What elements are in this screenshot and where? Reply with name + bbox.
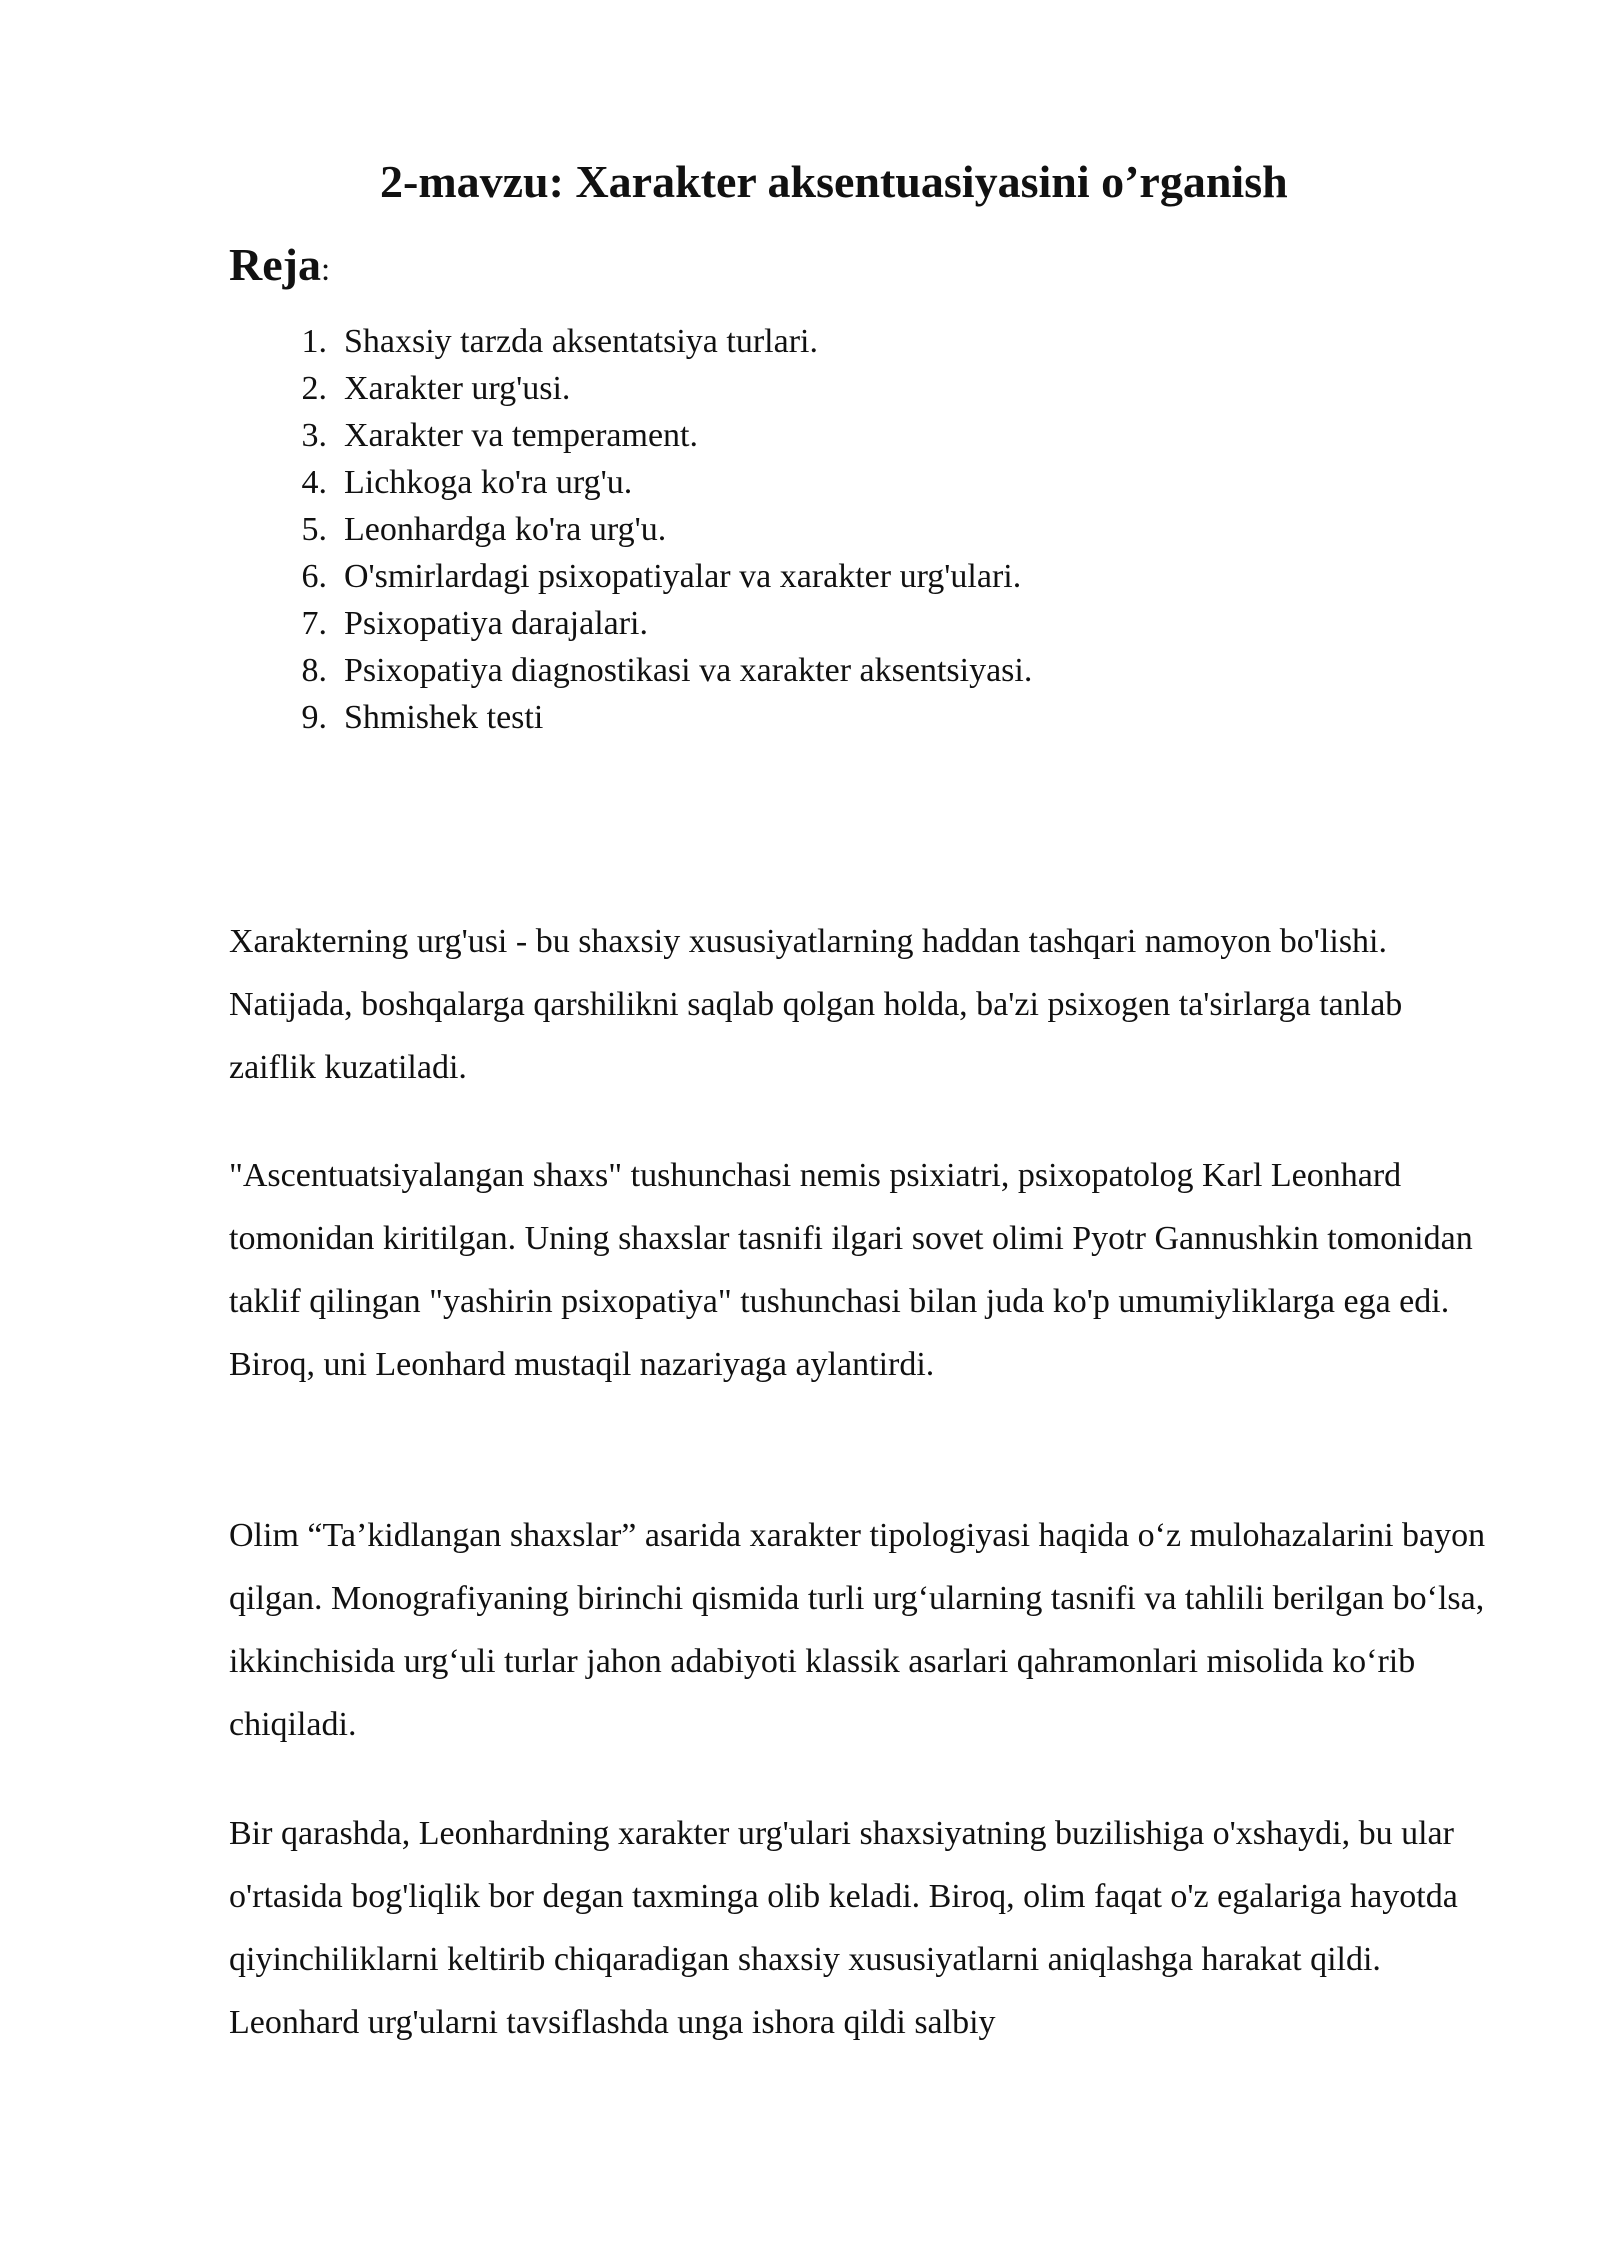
plan-item-number: 6. — [301, 558, 327, 595]
plan-item-number: 5. — [301, 511, 327, 548]
plan-item — [270, 600, 1032, 647]
body-paragraph: Bir qarashda, Leonhardning xarakter urg'ulari shaxsiyatning buzilishiga o'xshaydi, bu ular o'rtasida bog'liqlik bor degan taxminga olib keladi. Biroq, olim faqat o'z egalariga hayotda qiyinchiliklarni keltirib chiqaradigan shaxsiy xususiyatlarni aniqlashga harakat qildi. Leonhard urg'ularni tavsiflashda unga ishora qildi salbiy — [229, 1815, 1458, 2041]
plan-item — [270, 553, 1032, 600]
plan-item-text: Shmishek testi — [344, 699, 544, 736]
plan-list — [270, 318, 1032, 741]
plan-item-text: Psixopatiya diagnostikasi va xarakter aksentsiyasi. — [344, 652, 1033, 689]
plan-item-number: 7. — [301, 605, 327, 642]
plan-item-text: Lichkoga ko'ra urg'u. — [344, 464, 633, 501]
plan-item-text: Leonhardga ko'ra urg'u. — [344, 511, 667, 548]
plan-item-text: Shaxsiy tarzda aksentatsiya turlari. — [344, 323, 818, 360]
plan-item-number: 9. — [301, 699, 327, 736]
document-title: 2-mavzu: Xarakter aksentuasiyasini o’rganish — [380, 156, 1288, 207]
plan-item-number: 2. — [301, 370, 327, 407]
plan-item — [270, 412, 1032, 459]
plan-item — [270, 318, 1032, 365]
plan-item-text: Xarakter urg'usi. — [344, 370, 571, 407]
plan-item-number: 8. — [301, 652, 327, 689]
plan-item — [270, 694, 1032, 741]
plan-heading-colon: : — [320, 252, 331, 288]
plan-heading — [229, 235, 330, 306]
plan-item — [270, 506, 1032, 553]
plan-item — [270, 647, 1032, 694]
plan-item-number: 1. — [301, 323, 327, 360]
plan-item-text: O'smirlardagi psixopatiyalar va xarakter urg'ulari. — [344, 558, 1022, 595]
plan-item — [270, 365, 1032, 412]
body-paragraph: Xarakterning urg'usi - bu shaxsiy xususiyatlarning haddan tashqari namoyon bo'lishi. Natijada, boshqalarga qarshilikni saqlab qolgan holda, ba'zi psixogen ta'sirlarga tanlab zaiflik kuzatiladi. — [229, 923, 1403, 1086]
plan-item-text: Psixopatiya darajalari. — [344, 605, 649, 642]
plan-item-number: 3. — [301, 417, 327, 454]
plan-item — [270, 459, 1032, 506]
plan-item-text: Xarakter va temperament. — [344, 417, 698, 454]
body-paragraph: "Ascentuatsiyalangan shaxs" tushunchasi nemis psixiatri, psixopatolog Karl Leonhard tomonidan kiritilgan. Uning shaxslar tasnifi ilgari sovet olimi Pyotr Gannushkin tomonidan taklif qilingan "yashirin psixopatiya" tushunchasi bilan juda ko'p umumiyliklarga ega edi. Biroq, uni Leonhard mustaqil nazariyaga aylantirdi. — [229, 1157, 1473, 1383]
body-paragraph: Olim “Ta’kidlangan shaxslar” asarida xarakter tipologiyasi haqida o‘z mulohazalarini bayon qilgan. Monografiyaning birinchi qismida turli urg‘ularning tasnifi va tahlili berilgan bo‘lsa, ikkinchisida urg‘uli turlar jahon adabiyoti klassik asarlari qahramonlari misolida ko‘rib chiqiladi. — [229, 1517, 1486, 1743]
plan-heading-label: Reja — [229, 239, 321, 290]
plan-item-number: 4. — [301, 464, 327, 501]
